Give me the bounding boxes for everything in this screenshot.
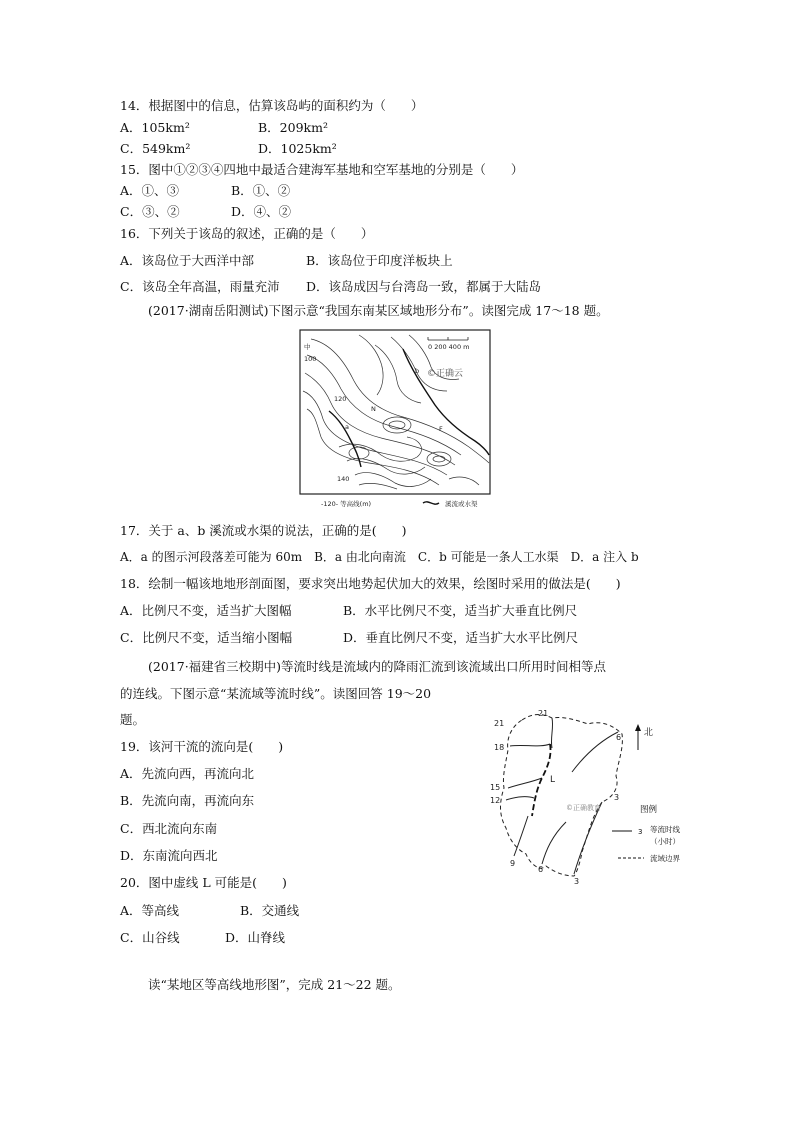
isochrone-6-east (572, 732, 618, 772)
map2-label-21b: 21 (538, 709, 549, 718)
intro-19-20-line2: 的连线。下图示意“某流域等流时线”。读图回答 19～20 (120, 686, 432, 701)
isochrone-6-south (542, 822, 566, 864)
isochrone-watershed-map (484, 704, 700, 884)
q20-option-b: B．交通线 (240, 903, 300, 918)
map2-legend-num: 3 (638, 828, 643, 836)
basin-boundary (501, 715, 623, 877)
q18-option-a: A．比例尺不变，适当扩大图幅 (120, 603, 292, 618)
q15-option-b: B．①、② (231, 183, 291, 198)
map1-scale-label: 0 200 400 m (428, 343, 470, 351)
q19-option-a: A．先流向西，再流向北 (120, 766, 255, 781)
map2-north-label: 北 (644, 728, 654, 738)
q19-option-c: C．西北流向东南 (120, 821, 218, 836)
q19-stem: 19．该河干流的流向是( ) (120, 739, 284, 754)
q18-option-b: B．水平比例尺不变，适当扩大垂直比例尺 (343, 603, 578, 618)
intro-19-20-line1: (2017·福建省三校期中)等流时线是流域内的降雨汇流到该流域出口所用时间相等点 (148, 659, 607, 674)
map1-label-120: 120 (334, 395, 347, 403)
intro-19-20-line3: 题。 (120, 712, 146, 727)
map2-legend-hours: （小时） (650, 837, 680, 846)
isochrone-21 (551, 718, 552, 748)
map2-label-3b: 3 (614, 793, 620, 802)
isochrone-12 (506, 797, 534, 800)
q14-option-c: C．549km² (120, 141, 191, 156)
q15-option-a: A．①、③ (120, 183, 180, 198)
isochrone-9 (514, 816, 528, 856)
isochrone-3-south (574, 802, 602, 874)
map1-watermark: ©正确云 (427, 369, 464, 379)
map1-label-f: F (439, 425, 443, 433)
isochrone-18 (510, 744, 550, 746)
q14-option-a: A．105km² (120, 120, 190, 135)
intro-21-22: 读“某地区等高线地形图”，完成 21～22 题。 (148, 977, 401, 992)
map2-label-3a: 3 (574, 877, 580, 884)
map1-legend-river: 溪流或水渠 (445, 500, 478, 508)
q17-stem: 17．关于 a、b 溪流或水渠的说法，正确的是( ) (120, 523, 407, 538)
q19-option-d: D．东南流向西北 (120, 848, 218, 863)
terrain-contour-map (299, 329, 495, 510)
map2-label-6b: 6 (616, 733, 622, 742)
map1-legend-contour: -120- 等高线(m) (321, 500, 372, 508)
map2-label-18: 18 (494, 743, 505, 752)
q14-option-b: B．209km² (258, 120, 328, 135)
q20-option-c: C．山谷线 (120, 930, 180, 945)
q15-option-d: D．④、② (231, 204, 292, 219)
map1-label-a: a (345, 423, 349, 431)
q15-stem: 15．图中①②③④四地中最适合建海军基地和空军基地的分别是（ ） (120, 162, 524, 177)
q18-stem: 18．绘制一幅该地地形剖面图，要求突出地势起伏加大的效果，绘图时采用的做法是( ) (120, 576, 621, 591)
map2-label-12: 12 (490, 796, 501, 805)
q20-stem: 20．图中虚线 L 可能是( ) (120, 875, 287, 890)
map2-label-9: 9 (510, 859, 516, 868)
map2-label-21a: 21 (494, 719, 505, 728)
map2-label-L: L (550, 775, 556, 785)
map2-label-15: 15 (490, 783, 501, 792)
q16-option-b: B．该岛位于印度洋板块上 (306, 253, 453, 268)
q16-stem: 16．下列关于该岛的叙述，正确的是（ ） (120, 226, 374, 241)
map1-label-north: 中 (304, 343, 311, 351)
intro-17-18: (2017·湖南岳阳测试)下图示意“我国东南某区域地形分布”。读图完成 17～18 题。 (148, 303, 609, 318)
q16-option-d: D．该岛成因与台湾岛一致，都属于大陆岛 (306, 279, 542, 294)
map1-label-n: N (371, 405, 376, 413)
map2-watermark: ©正确教育 (566, 804, 601, 812)
isochrone-15 (508, 778, 542, 788)
q20-option-a: A．等高线 (120, 903, 180, 918)
q18-option-d: D．垂直比例尺不变，适当扩大水平比例尺 (343, 630, 579, 645)
map2-legend-title: 图例 (640, 805, 658, 815)
q16-option-c: C．该岛全年高温，雨量充沛 (120, 279, 280, 294)
map2-legend-isochrone: 等流时线 (650, 825, 680, 834)
q20-option-d: D．山脊线 (225, 930, 286, 945)
map1-label-140: 140 (337, 475, 350, 483)
q17-options: A．a 的图示河段落差可能为 60m B．a 由北向南流 C．b 可能是一条人工水渠 D．a 注入 b (120, 550, 639, 564)
north-arrowhead-icon (635, 724, 641, 731)
q14-option-d: D．1025km² (258, 141, 337, 156)
map1-label-b: b (415, 367, 420, 375)
q18-option-c: C．比例尺不变，适当缩小图幅 (120, 630, 293, 645)
map2-legend-boundary: 流域边界 (650, 854, 680, 863)
map1-label-100: 100 (304, 355, 317, 363)
q14-stem: 14．根据图中的信息，估算该岛屿的面积约为（ ） (120, 98, 424, 113)
q19-option-b: B．先流向南，再流向东 (120, 793, 255, 808)
map2-label-6a: 6 (538, 865, 544, 874)
q15-option-c: C．③、② (120, 204, 180, 219)
q16-option-a: A．该岛位于大西洋中部 (120, 253, 255, 268)
